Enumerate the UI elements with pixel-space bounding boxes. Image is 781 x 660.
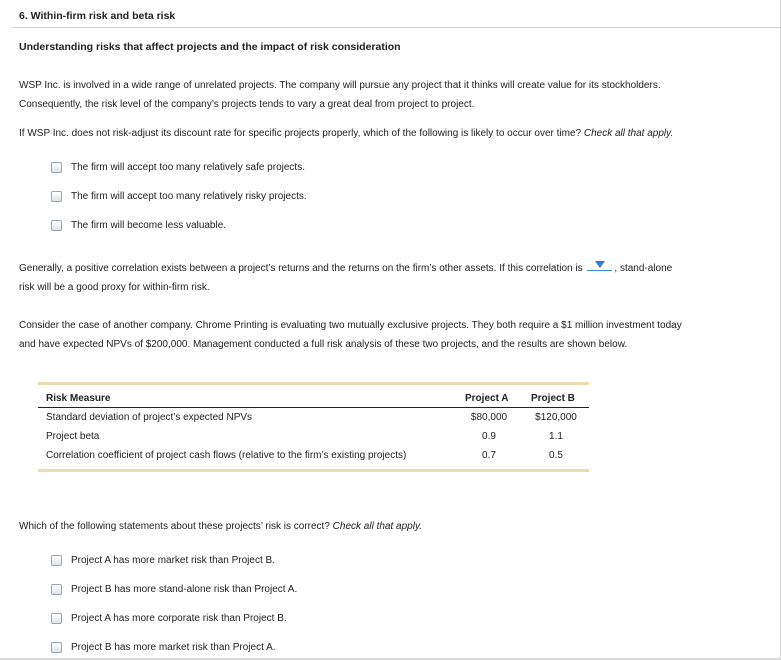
table-header-project-a: Project A (465, 393, 509, 404)
part3-intro-line-1: Consider the case of another company. Chrome Printing is evaluating two mutually exclusive projects. They both require a $1 million investment today (19, 320, 682, 331)
option-label: Project A has more corporate risk than Project B. (71, 612, 287, 624)
part3-option-3[interactable] (51, 611, 287, 625)
part2-text-before: Generally, a positive correlation exists between a project’s returns and the returns on the firm’s other assets. If this correlation is (19, 263, 583, 274)
table-row-3-label: Correlation coefficient of project cash flows (relative to the firm’s existing projects) (46, 450, 407, 461)
intro-line-2: Consequently, the risk level of the company’s projects tends to vary a great deal from project to project. (19, 99, 475, 110)
checkbox[interactable] (51, 584, 62, 595)
option-label: The firm will become less valuable. (71, 219, 227, 231)
part3-option-2[interactable] (51, 582, 297, 596)
table-row-1-b: $120,000 (535, 412, 577, 423)
intro-line-1: WSP Inc. is involved in a wide range of unrelated projects. The company will pursue any project that it thinks will create value for its stockholders. (19, 80, 661, 91)
part1-instruction: Check all that apply. (583, 128, 674, 139)
part2-text-after: , stand-alone (614, 263, 673, 274)
checkbox[interactable] (51, 555, 62, 566)
part1-option-1[interactable] (51, 160, 305, 174)
part3-prompt-text: Which of the following statements about these projects’ risk is correct? (19, 521, 330, 532)
part1-option-2[interactable] (51, 189, 307, 203)
table-row-3-a: 0.7 (482, 450, 496, 461)
checkbox[interactable] (51, 642, 62, 653)
risk-table (38, 382, 589, 473)
option-label: Project A has more market risk than Project B. (71, 554, 275, 566)
part1-option-3[interactable] (51, 218, 226, 232)
chevron-down-icon[interactable] (595, 261, 605, 268)
checkbox[interactable] (51, 191, 62, 202)
part3-option-4[interactable] (51, 640, 276, 654)
option-label: Project B has more stand-alone risk than Project A. (71, 583, 298, 595)
table-row-2-b: 1.1 (549, 431, 563, 442)
table-row-2-label: Project beta (46, 431, 100, 442)
option-label: Project B has more market risk than Project A. (71, 641, 276, 653)
part1-prompt-text: If WSP Inc. does not risk-adjust its discount rate for specific projects properly, which of the following is likely to occur over time? (19, 128, 582, 139)
table-row-3-b: 0.5 (549, 450, 563, 461)
question-title: 6. Within-firm risk and beta risk (19, 10, 176, 22)
table-bottom-rule (38, 469, 589, 472)
table-row-1-label: Standard deviation of project’s expected NPVs (46, 412, 253, 423)
table-row-2-a: 0.9 (482, 431, 496, 442)
part2-line-1 (19, 259, 672, 278)
part3-intro-line-2: and have expected NPVs of $200,000. Management conducted a full risk analysis of these two projects, and the results are shown below. (19, 339, 628, 350)
table-header-project-b: Project B (531, 393, 575, 404)
checkbox[interactable] (51, 613, 62, 624)
part3-instruction: Check all that apply. (332, 521, 422, 532)
part1-prompt (19, 124, 673, 143)
option-label: The firm will accept too many relatively safe projects. (71, 161, 305, 173)
table-top-rule (38, 382, 589, 385)
table-header-risk-measure: Risk Measure (46, 393, 111, 404)
part3-option-1[interactable] (51, 553, 275, 567)
option-label: The firm will accept too many relatively risky projects. (71, 190, 307, 202)
table-header-rule (38, 407, 589, 408)
checkbox[interactable] (51, 220, 62, 231)
correlation-dropdown[interactable] (587, 260, 612, 271)
part2-line-2: risk will be a good proxy for within-firm risk. (19, 282, 210, 293)
title-divider (12, 27, 781, 28)
table-row-1-a: $80,000 (470, 412, 508, 423)
section-title: Understanding risks that affect projects and the impact of risk consideration (19, 41, 401, 53)
checkbox[interactable] (51, 162, 62, 173)
part3-prompt (19, 517, 422, 536)
